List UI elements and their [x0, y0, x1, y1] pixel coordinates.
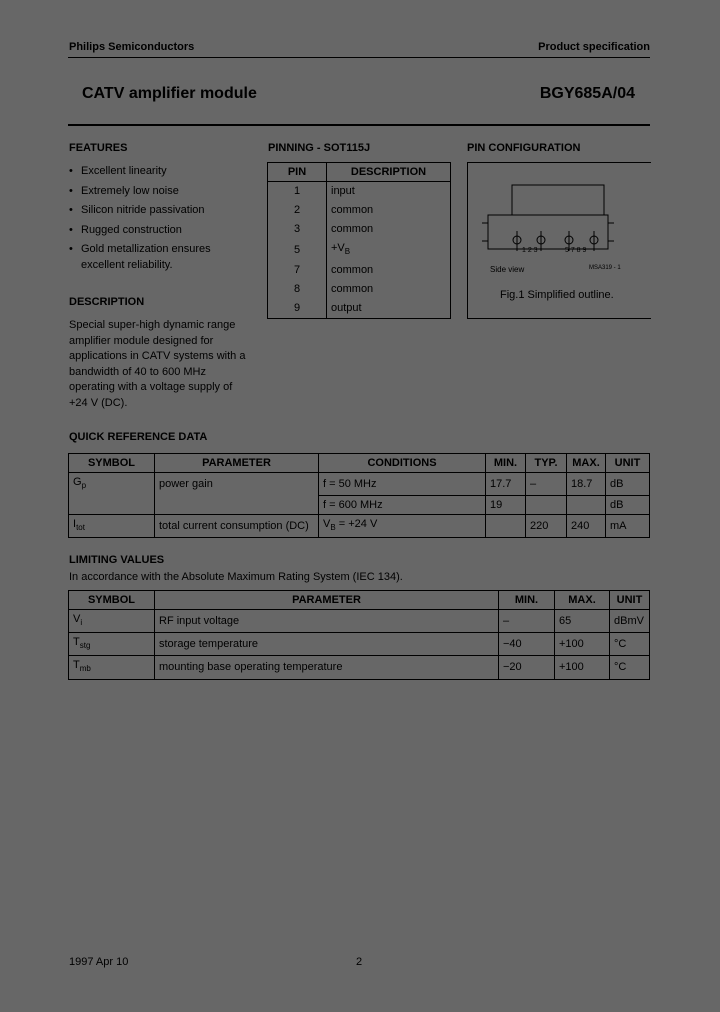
table-row: 9 output [268, 299, 451, 319]
table-row: 3 common [268, 220, 451, 239]
feature-item: • Silicon nitride passivation [69, 204, 205, 216]
figure-caption: Fig.1 Simplified outline. [500, 289, 614, 301]
description-heading: DESCRIPTION [69, 296, 145, 308]
table-row: 7 common [268, 261, 451, 280]
table-row: $T_{mb}$ mounting base operating temperature −20 +100 °C [69, 656, 650, 679]
feature-item-continued: excellent reliability. [81, 258, 173, 271]
table-row: $I_{tot}$ total current consumption (DC) $V_B = +24$ V 220 240 mA [69, 514, 650, 537]
quick-ref-heading: QUICK REFERENCE DATA [69, 431, 208, 443]
module-outline-icon [468, 163, 651, 273]
table-row: f = 600 MHz 19 dB [69, 495, 650, 514]
pinning-heading: PINNING - SOT115J [268, 142, 371, 154]
table-row: $V_i$ RF input voltage – 65 dBmV [69, 610, 650, 633]
pinning-table [267, 162, 451, 319]
pin-numbers-left: 1 2 3 [522, 247, 538, 254]
pin-numbers-right: 5 7 8 9 [565, 247, 587, 254]
features-heading: FEATURES [69, 142, 128, 154]
feature-item: • Excellent linearity [69, 165, 167, 177]
product-title: CATV amplifier module [82, 85, 257, 102]
pin-config-heading: PIN CONFIGURATION [467, 142, 581, 154]
quick-ref-table [68, 453, 650, 538]
table-row: 8 common [268, 280, 451, 299]
part-number: BGY685A/04 [539, 85, 635, 102]
doc-type: Product specification [538, 41, 650, 53]
header-rule [68, 57, 650, 58]
table-header-row: SYMBOL PARAMETER MIN. MAX. UNIT [69, 591, 650, 610]
page-number: 2 [356, 956, 363, 968]
feature-item: • Gold metallization ensures [69, 243, 211, 255]
table-row: 5 $+V_B$ [268, 239, 451, 261]
footer-date: 1997 Apr 10 [69, 956, 129, 968]
figure-code: MSA319 - 1 [589, 265, 621, 271]
table-header-row: SYMBOL PARAMETER CONDITIONS MIN. TYP. MAX. UNIT [69, 454, 650, 473]
feature-item: • Rugged construction [69, 223, 182, 236]
title-rule [68, 124, 650, 126]
col-pin: PIN [268, 163, 327, 182]
col-description: DESCRIPTION [327, 163, 451, 182]
company-name: Philips Semiconductors [69, 41, 195, 53]
side-view-label: Side view [490, 265, 525, 274]
description-text: Special super-high dynamic range amplifier module designed for applications in CATV systems with a bandwidth of 40 to 600 MHz operating with a voltage supply of +24 V (DC). [69, 319, 246, 409]
limiting-heading: LIMITING VALUES [69, 554, 165, 566]
table-row: $G_p$ power gain f = 50 MHz 17.7 – 18.7 dB [69, 473, 650, 496]
table-row: $T_{stg}$ storage temperature −40 +100 °C [69, 633, 650, 656]
table-row: 1 input [268, 182, 451, 202]
pin-config-figure [467, 162, 651, 319]
limiting-table [68, 590, 650, 680]
table-row: 2 common [268, 201, 451, 220]
feature-item: • Extremely low noise [69, 184, 179, 197]
features-list [69, 164, 269, 277]
limiting-note: In accordance with the Absolute Maximum Rating System (IEC 134). [69, 571, 403, 583]
